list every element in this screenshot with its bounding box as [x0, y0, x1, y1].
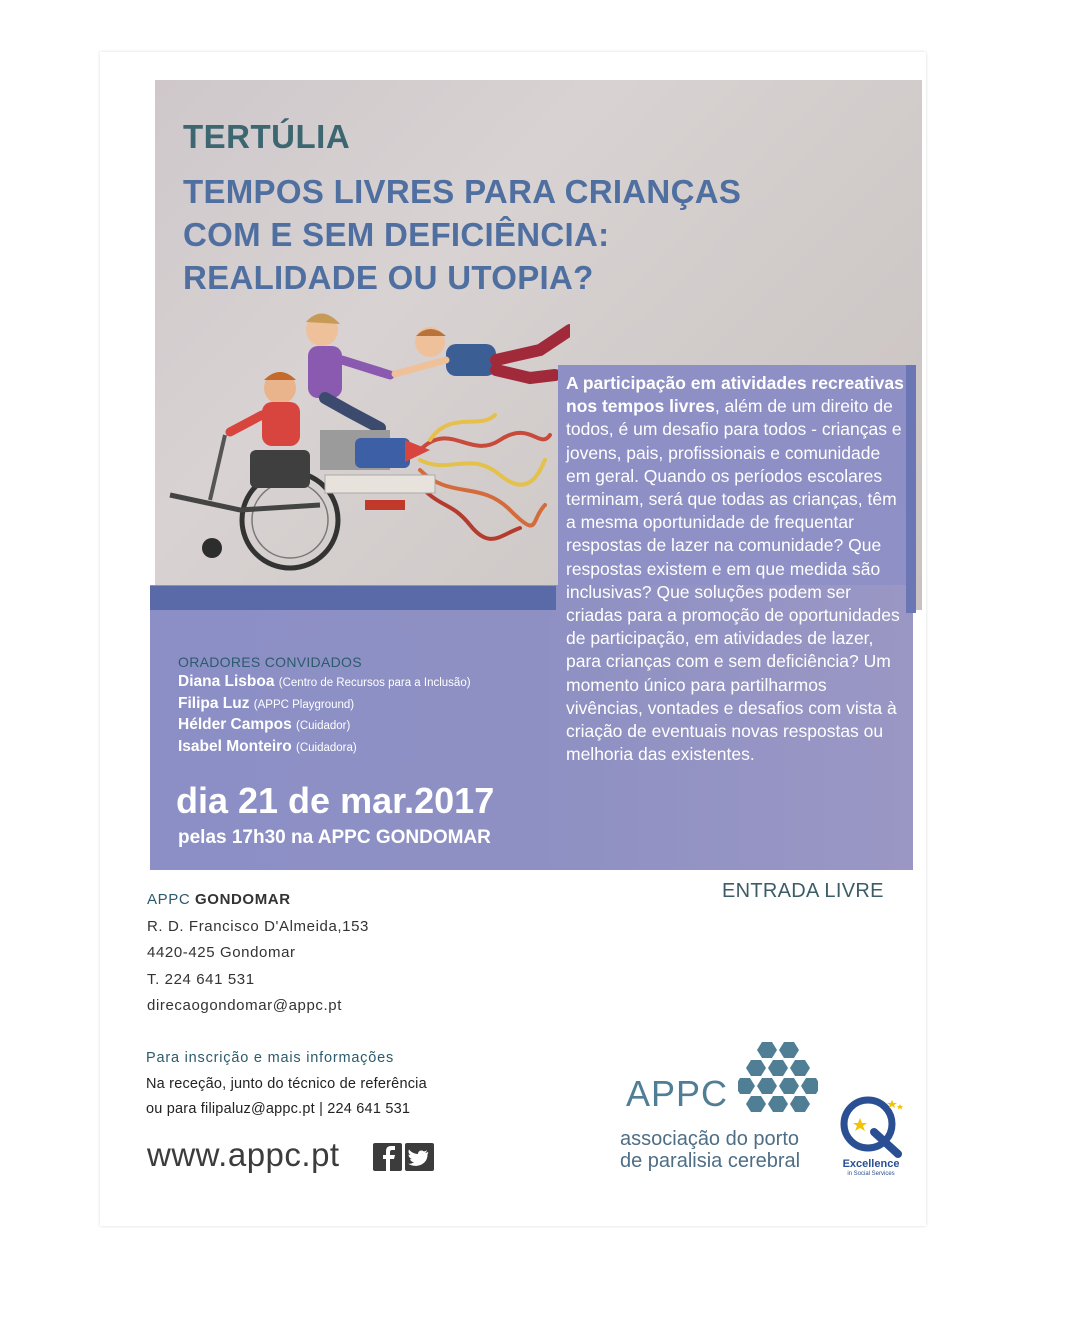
event-headline: TEMPOS LIVRES PARA CRIANÇAS COM E SEM DEFICIÊNCIA: REALIDADE OU UTOPIA?	[183, 173, 742, 296]
description-text: , além de um direito de todos, é um desafio para todos - crianças e jovens, pais, profissionais e comunidade em geral. Quando os períodos escolares terminam, será que todas as crianças, têm a mesma oportunidade de frequentar respostas de lazer na comunidade? Que respostas existem e em que medida são inclusivas? Que soluções podem ser criadas para a promoção de oportunidades de participação, em atividades de lazer, para crianças com e sem deficiência? Um momento único para partilharmos vivências, vontades e desafios com vista à criação de eventuais novas respostas ou melhoria das existentes.	[566, 396, 902, 765]
appc-full-name: associação do porto de paralisia cerebral	[620, 1128, 801, 1172]
free-entry-label: ENTRADA LIVRE	[722, 880, 884, 902]
speaker-role: (APPC Playground)	[253, 698, 355, 711]
speaker-row	[178, 672, 471, 694]
appc-logo-text: APPC	[626, 1073, 729, 1114]
event-time-location: pelas 17h30 na APPC GONDOMAR	[178, 827, 491, 848]
twitter-icon[interactable]	[405, 1143, 434, 1171]
org-location: GONDOMAR	[195, 891, 291, 908]
registration-header: Para inscrição e mais informações	[146, 1050, 395, 1066]
speaker-row	[178, 715, 471, 737]
org-name	[147, 887, 369, 914]
contact-block	[147, 887, 369, 1020]
registration-line-2[interactable]: ou para filipaluz@appc.pt | 224 641 531	[146, 1101, 411, 1117]
speaker-name: Hélder Campos	[178, 716, 292, 733]
speaker-row	[178, 737, 471, 759]
speaker-role: (Centro de Recursos para a Inclusão)	[278, 677, 471, 689]
eqass-badge-text	[841, 1159, 901, 1179]
phone-number: T. 224 641 531	[147, 970, 255, 988]
org-prefix: APPC	[147, 891, 191, 908]
event-label: TERTÚLIA	[183, 118, 351, 155]
description-lead: A participação em atividades recreativas nos tempos livres	[566, 373, 904, 417]
registration-info	[146, 1046, 427, 1123]
accent-strip	[150, 586, 556, 610]
event-description	[566, 372, 908, 766]
speaker-name: Isabel Monteiro	[178, 737, 292, 755]
speaker-name: Diana Lisboa	[178, 673, 275, 690]
speaker-name: Filipa Luz	[178, 694, 250, 712]
address-line-2: 4420-425 Gondomar	[147, 944, 296, 961]
appc-hexagon-logo	[738, 1040, 818, 1122]
speaker-row	[178, 694, 471, 716]
email-link[interactable]: direcaogondomar@appc.pt	[147, 997, 342, 1014]
speaker-role: (Cuidador)	[296, 720, 351, 732]
event-date: dia 21 de mar.2017	[176, 780, 495, 821]
badge-title: Excellence	[842, 1158, 900, 1170]
website-link[interactable]: www.appc.pt	[147, 1136, 340, 1173]
speakers-header: ORADORES CONVIDADOS	[178, 654, 362, 670]
speakers-section	[178, 654, 471, 758]
speaker-role: (Cuidadora)	[296, 741, 357, 754]
badge-subtitle: in Social Services	[847, 1171, 895, 1177]
social-icons	[373, 1143, 435, 1173]
children-illustration	[150, 300, 570, 580]
facebook-icon[interactable]	[373, 1143, 402, 1171]
registration-line-1: Na receção, junto do técnico de referência	[146, 1075, 427, 1092]
address-line-1: R. D. Francisco D'Almeida,153	[147, 917, 370, 935]
eqass-q-logo	[838, 1092, 906, 1158]
